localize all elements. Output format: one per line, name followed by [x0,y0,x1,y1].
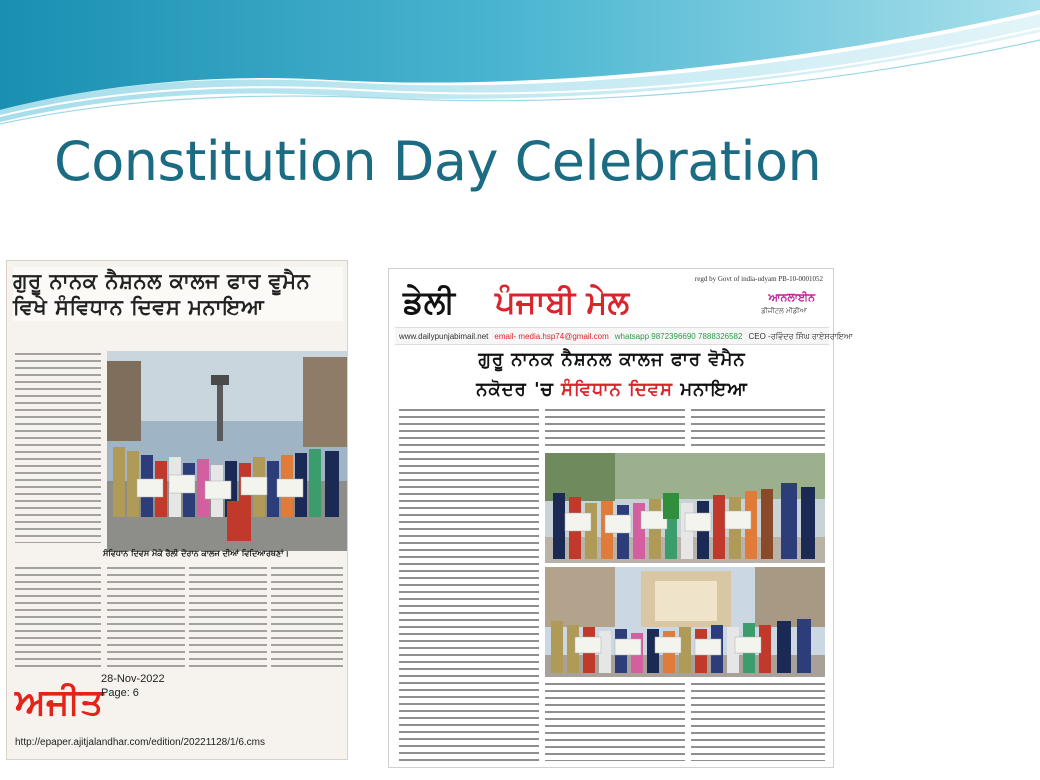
headline-part-c: ਮਨਾਇਆ [680,379,748,400]
newspaper-clipping-ajit [6,260,348,760]
clipping-page: Page: 6 [101,687,139,699]
online-badge: ਆਨਲਾਈਨ [768,291,815,304]
newspaper-clipping-daily-punjabi-mail [388,268,853,768]
rally-photo [107,351,347,551]
rally-photo-top [545,453,825,563]
clipping-headline-text: ਗੁਰੂ ਨਾਨਕ ਨੈਸ਼ਨਲ ਕਾਲਜ ਫਾਰ ਵੂਮੈਨ ਵਿਖੇ ਸੰਵਿਧਾਨ ਦਿਵਸ ਮਨਾਇਆ [13,268,311,319]
whatsapp-text: whatsapp 9872396690 7888326582 [614,332,743,341]
wave-header-decoration [0,0,1040,130]
article-text-column [399,409,539,761]
masthead-title-red: ਪੰਜਾਬੀ ਮੇਲ [495,283,630,321]
contact-strip [395,327,853,345]
clipping-headline [13,267,343,321]
article-text-column [691,409,825,449]
website-text: www.dailypunjabimail.net [399,332,489,341]
article-text-column [15,353,101,543]
article-text-column [545,409,685,449]
registration-note: regd by Govt of india-udyam PB-10-0001052 [694,275,823,283]
article-text-column [691,683,825,761]
article-headline-line2 [395,379,829,400]
article-text-column [107,567,185,667]
article-text-column [271,567,343,667]
clipping-url: http://epaper.ajitjalandhar.com/edition/20221128/1/6.cms [15,737,265,748]
article-text-column [545,683,685,761]
headline-part-a: ਨਕੋਦਰ 'ਚ [476,379,554,400]
ajit-newspaper-logo: ਅਜੀਤ [15,681,104,723]
article-text-column [189,567,267,667]
photo-caption: ਸੰਵਿਧਾਨ ਦਿਵਸ ਮੌਕੇ ਰੈਲੀ ਦੌਰਾਨ ਕਾਲਜ ਦੀਆਂ ਵਿਦਿਆਰਥਣਾਂ। [103,549,289,558]
slide-title: Constitution Day Celebration [54,130,822,193]
masthead-title-black: ਡੇਲੀ [403,283,456,321]
rally-photo-bottom [545,567,825,677]
clipping-date: 28-Nov-2022 [101,673,165,685]
ceo-text: CEO -ਰਵਿੰਦਰ ਸਿੰਘ ਰਾਏਸਰਾਇਆ [748,332,853,341]
email-text: email- media.hsp74@gmail.com [494,332,609,341]
online-badge-subtitle: ਡੀਜੀਟਲ ਮੀਡੀਆ [761,307,807,315]
article-headline-line1: ਗੁਰੂ ਨਾਨਕ ਨੈਸ਼ਨਲ ਕਾਲਜ ਫਾਰ ਵੋਮੈਨ [478,349,746,370]
newspaper-masthead [395,273,829,327]
article-text-column [15,567,101,667]
headline-part-highlight: ਸੰਵਿਧਾਨ ਦਿਵਸ [561,379,674,400]
